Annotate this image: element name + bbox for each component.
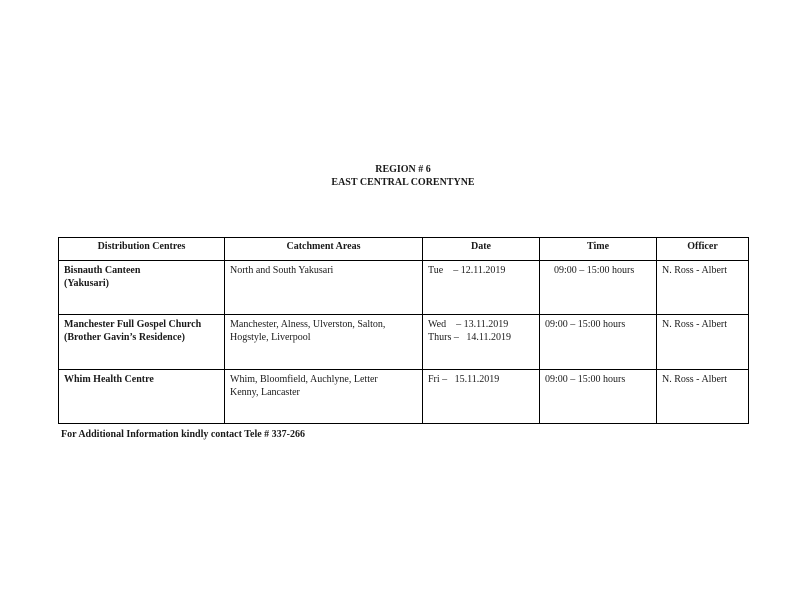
catchment-line: Whim, Bloomfield, Auchlyne, Letter: [230, 374, 378, 385]
catchment-area-cell: [225, 261, 423, 315]
officer-cell: N. Ross - Albert: [657, 370, 749, 424]
table-row: [59, 370, 749, 424]
date-line: Thurs – 14.11.2019: [428, 332, 511, 343]
time-cell: 09:00 – 15:00 hours: [540, 315, 657, 370]
distribution-centre-cell: [59, 315, 225, 370]
centre-note: (Yakusari): [64, 278, 110, 289]
date-cell: [423, 370, 540, 424]
header-time: Time: [540, 238, 657, 261]
centre-name: Bisnauth Canteen: [64, 265, 141, 276]
catchment-line: Manchester, Alness, Ulverston, Salton,: [230, 319, 386, 330]
distribution-centre-cell: [59, 261, 225, 315]
page-heading: [0, 164, 792, 189]
table-row: [59, 315, 749, 370]
catchment-area-cell: [225, 315, 423, 370]
date-cell: [423, 261, 540, 315]
officer-cell: N. Ross - Albert: [657, 315, 749, 370]
catchment-line: Kenny, Lancaster: [230, 387, 300, 398]
date-line: Fri – 15.11.2019: [428, 374, 500, 385]
contact-footnote: For Additional Information kindly contact Tele # 337-266: [61, 429, 306, 440]
officer-cell: N. Ross - Albert: [657, 261, 749, 315]
header-officer: Officer: [657, 238, 749, 261]
date-line: Wed – 13.11.2019: [428, 319, 509, 330]
date-cell: [423, 315, 540, 370]
centre-name: Whim Health Centre: [64, 374, 154, 385]
centre-name: Manchester Full Gospel Church: [64, 319, 202, 330]
region-title: REGION # 6: [375, 164, 431, 175]
header-catchment-areas: Catchment Areas: [225, 238, 423, 261]
catchment-area-cell: [225, 370, 423, 424]
time-cell: 09:00 – 15:00 hours: [540, 261, 657, 315]
centre-note: (Brother Gavin’s Residence): [64, 332, 185, 343]
table-header-row: [59, 238, 749, 261]
header-date: Date: [423, 238, 540, 261]
distribution-centre-cell: [59, 370, 225, 424]
time-cell: 09:00 – 15:00 hours: [540, 370, 657, 424]
catchment-line: Hogstyle, Liverpool: [230, 332, 311, 343]
table-row: [59, 261, 749, 315]
header-distribution-centres: Distribution Centres: [59, 238, 225, 261]
catchment-line: North and South Yakusari: [230, 265, 334, 276]
distribution-schedule-table: [58, 237, 749, 424]
area-title: EAST CENTRAL CORENTYNE: [331, 176, 475, 188]
date-line: Tue – 12.11.2019: [428, 265, 506, 276]
